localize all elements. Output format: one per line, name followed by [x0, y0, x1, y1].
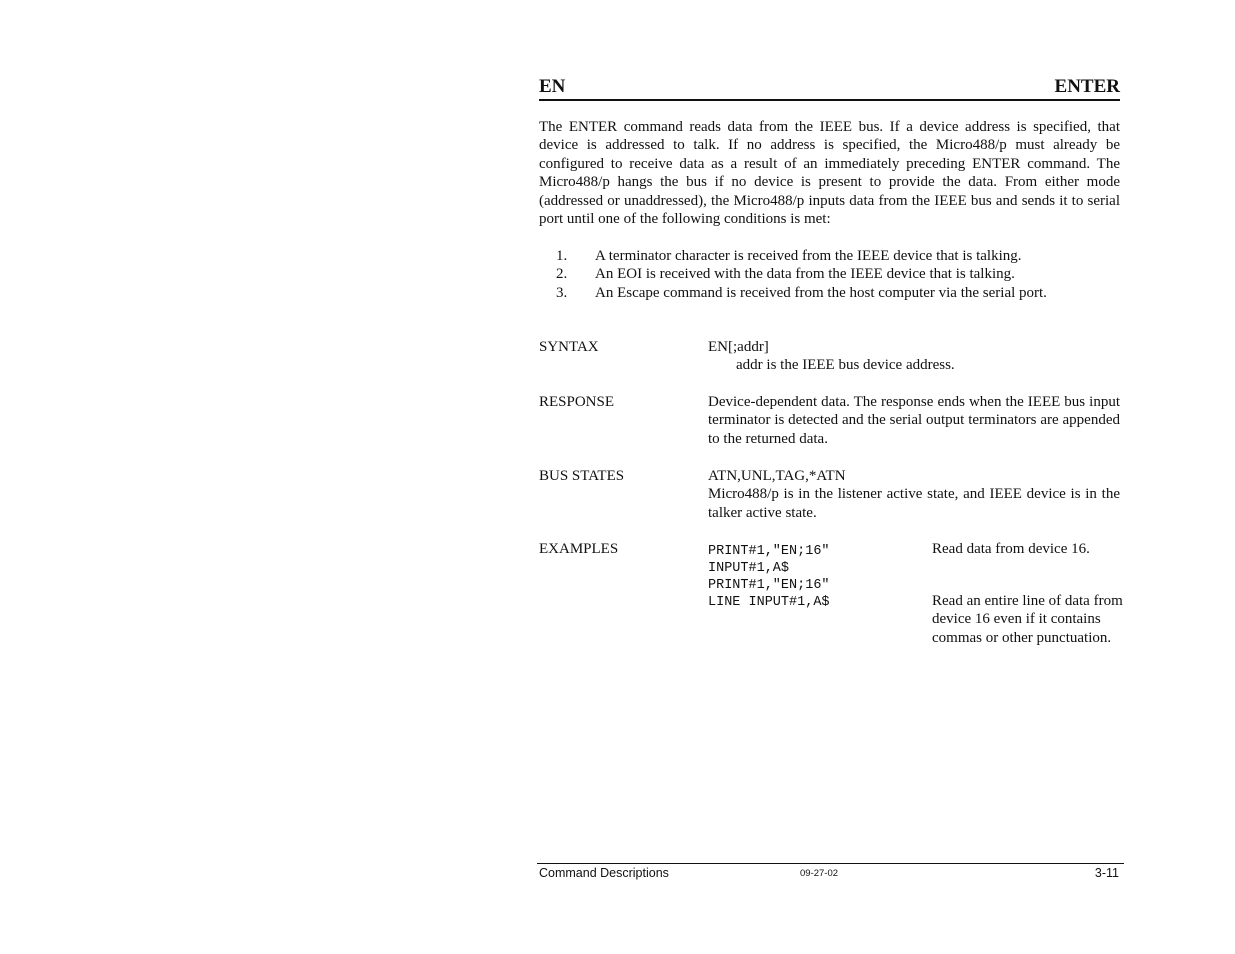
- conditions-list: [539, 247, 1120, 302]
- list-text: An EOI is received with the data from the IEEE device that is talking.: [595, 266, 1015, 283]
- syntax-body: [708, 338, 1120, 375]
- footer-date: 09-27-02: [800, 868, 839, 879]
- footer-section-title: Command Descriptions: [539, 866, 669, 880]
- bus-states-body: [708, 467, 1120, 522]
- list-text: A terminator character is received from the IEEE device that is talking.: [595, 248, 1022, 264]
- header-command: ENTER: [1054, 76, 1120, 97]
- response-section: [539, 393, 1120, 449]
- example-code: PRINT#1,"EN;16" INPUT#1,A$: [708, 544, 830, 576]
- list-number: 3.: [556, 284, 568, 301]
- examples-section: [539, 540, 1123, 670]
- example-description: Read an entire line of data from device 16 even if it contains commas or other punctuation.: [932, 593, 1123, 646]
- response-body: [708, 393, 1120, 448]
- page-header: [539, 74, 1120, 101]
- list-item: [539, 284, 1120, 302]
- syntax-command: EN[;addr]: [708, 339, 769, 355]
- list-number: 1.: [556, 248, 568, 264]
- bus-states-description: Micro488/p is in the listener active state, and IEEE device is in the talker active state.: [708, 486, 1120, 521]
- response-label: RESPONSE: [539, 394, 615, 410]
- syntax-section: [539, 338, 1120, 378]
- header-abbrev: EN: [539, 76, 566, 97]
- list-item: [539, 265, 1120, 283]
- page-footer: [537, 863, 1124, 884]
- page-number: 3-11: [1094, 866, 1119, 880]
- response-text: Device-dependent data. The response ends when the IEEE bus input terminator is detected and the serial output terminators are appended to the returned data.: [708, 394, 1120, 447]
- list-text: An Escape command is received from the host computer via the serial port.: [595, 284, 1047, 301]
- bus-states-label: BUS STATES: [539, 468, 625, 484]
- syntax-description: addr is the IEEE bus device address.: [736, 357, 955, 374]
- bus-states-section: [539, 467, 1120, 523]
- syntax-label: SYNTAX: [539, 339, 599, 355]
- example-description: Read data from device 16.: [932, 541, 1090, 557]
- bus-states-sequence: ATN,UNL,TAG,*ATN: [708, 468, 846, 484]
- intro-paragraph: The ENTER command reads data from the IEEE bus. If a device address is specified, that device is addressed to talk. If no address is specified, the Micro488/p must already be configured to receive data as a result of an immediately preceding ENTER command. The Micro488/p hangs the bus if no device is present to provide the data. From either mode (addressed or unaddressed), the Micro488/p inputs data from the IEEE bus and sends it to serial port until one of the following conditions is met:: [539, 119, 1120, 228]
- examples-label: EXAMPLES: [539, 541, 619, 557]
- list-number: 2.: [556, 266, 568, 283]
- example-code: PRINT#1,"EN;16" LINE INPUT#1,A$: [708, 578, 830, 610]
- document-page: [539, 0, 1123, 954]
- list-item: [539, 247, 1120, 265]
